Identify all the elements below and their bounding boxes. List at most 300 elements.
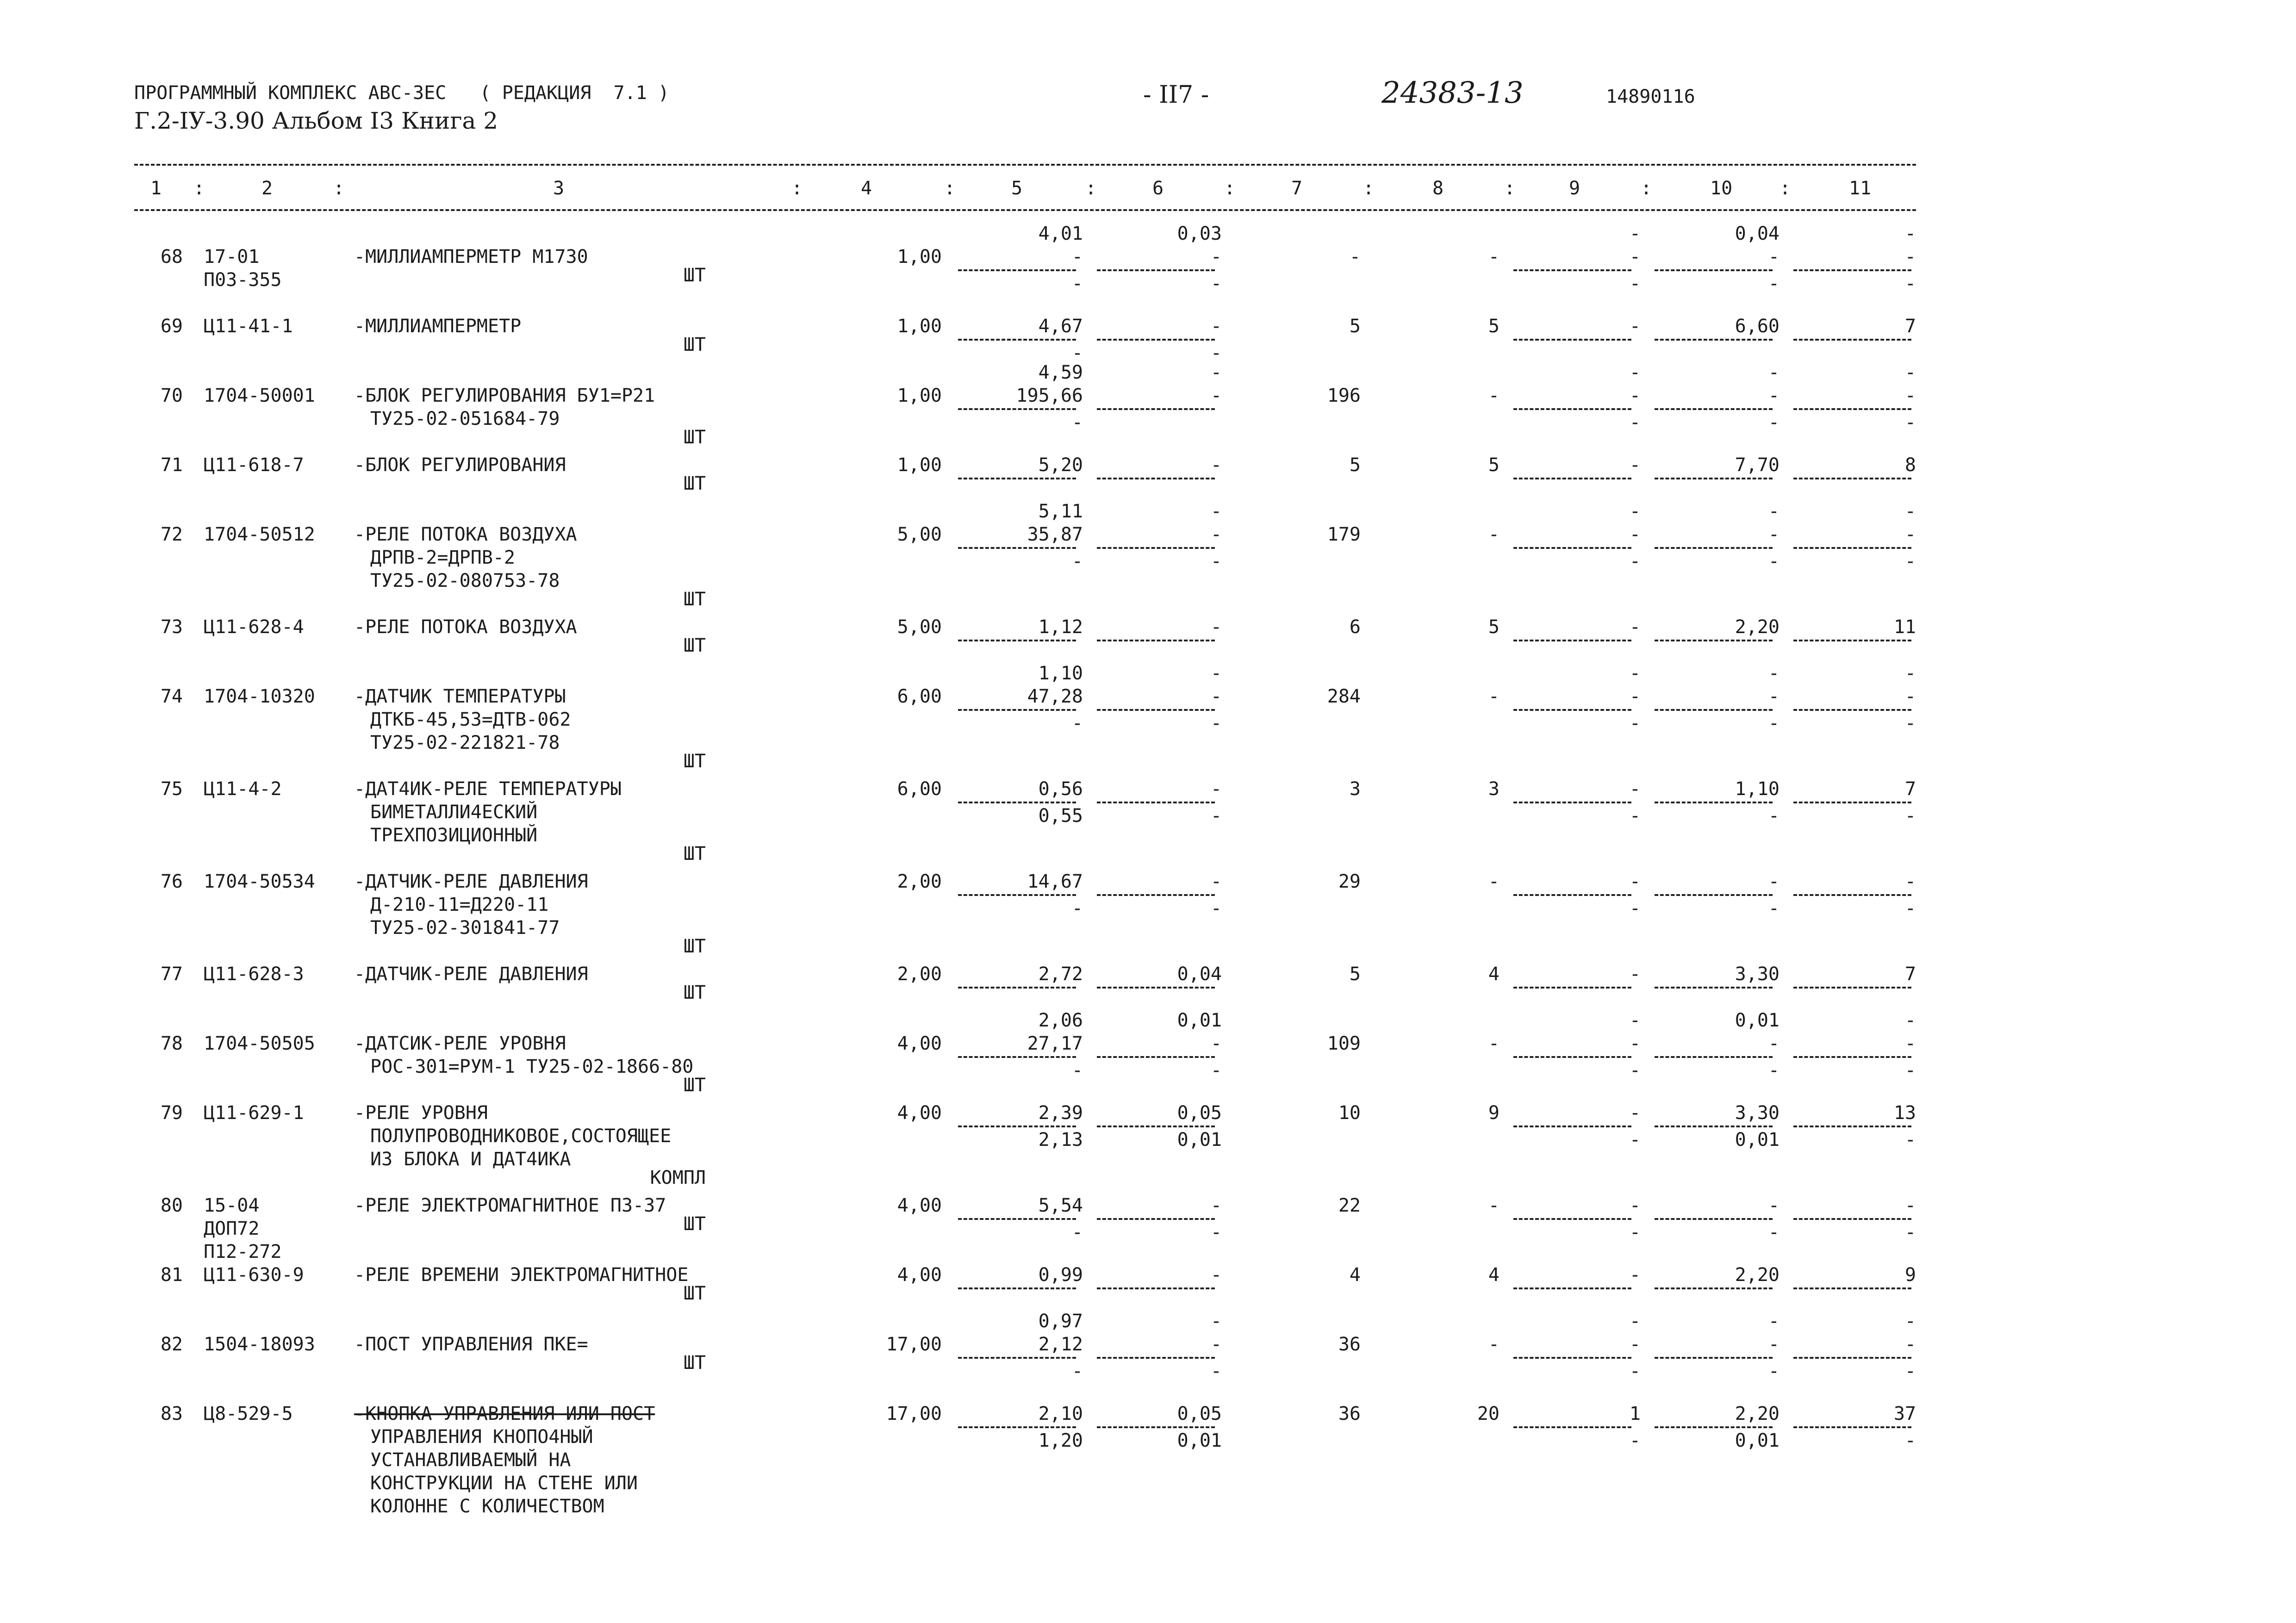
- cell-rule: [958, 1056, 1076, 1058]
- cell-upper: -: [1768, 362, 1780, 383]
- cell-rule: [1655, 1126, 1773, 1127]
- cell-lower: -: [1904, 1060, 1916, 1081]
- row-number: 83: [160, 1403, 183, 1424]
- row-quantity: 6,00: [897, 686, 942, 707]
- cell-upper: -: [1629, 1010, 1641, 1031]
- row-col7: 284: [1327, 686, 1361, 707]
- row-name: -РЕЛЕ ВРЕМЕНИ ЭЛЕКТРОМАГНИТНОЕ: [354, 1264, 689, 1286]
- cell-upper: 0,01: [1735, 1010, 1780, 1031]
- cell-main: -: [1629, 524, 1641, 545]
- cell-upper: 2,06: [1038, 1010, 1083, 1031]
- cell-rule: [1097, 1056, 1215, 1058]
- row-code: Ц11-630-9: [204, 1264, 304, 1286]
- row-col7: 109: [1327, 1033, 1361, 1054]
- row-code: 1704-10320: [204, 686, 315, 707]
- row-name: ДРПВ-2=ДРПВ-2: [370, 547, 516, 568]
- cell-rule: [1097, 478, 1215, 479]
- cell-main: -: [1210, 316, 1222, 337]
- cell-rule: [1655, 1287, 1773, 1289]
- cell-lower: -: [1071, 412, 1083, 433]
- cell-main: -: [1768, 385, 1780, 406]
- row-name: ТУ25-02-301841-77: [370, 917, 560, 939]
- cell-rule: [1793, 1287, 1911, 1289]
- cell-main: -: [1768, 1334, 1780, 1355]
- cell-main: -: [1629, 454, 1641, 476]
- cell-main: 13: [1893, 1102, 1916, 1124]
- cell-main: 1: [1629, 1403, 1641, 1424]
- row-col7: 36: [1338, 1403, 1361, 1424]
- cell-rule: [958, 987, 1076, 989]
- cell-main: 0,99: [1038, 1264, 1083, 1286]
- cell-main: -: [1629, 616, 1641, 638]
- cell-lower: -: [1210, 1060, 1222, 1081]
- row-number: 79: [160, 1102, 183, 1124]
- cell-main: -: [1629, 686, 1641, 707]
- cell-rule: [958, 547, 1076, 549]
- row-code: 17-01: [204, 246, 260, 267]
- cell-main: 27,17: [1027, 1033, 1083, 1054]
- col-sep: :: [1085, 178, 1097, 199]
- row-name: -ПОСТ УПРАВЛЕНИЯ ПКЕ=: [354, 1334, 588, 1355]
- cell-main: 6,60: [1735, 316, 1780, 337]
- cell-rule: [1793, 987, 1911, 989]
- col-sep: :: [333, 178, 345, 199]
- cell-upper: -: [1904, 1311, 1916, 1332]
- cell-lower: -: [1071, 273, 1083, 294]
- cell-rule: [1793, 1056, 1911, 1058]
- cell-rule: [1793, 709, 1911, 711]
- cell-lower: -: [1071, 713, 1083, 734]
- cell-rule: [1513, 1218, 1631, 1220]
- cell-main: -: [1904, 1033, 1916, 1054]
- row-col7: 196: [1327, 385, 1361, 406]
- cell-main: -: [1904, 871, 1916, 892]
- cell-lower: -: [1629, 713, 1641, 734]
- cell-rule: [958, 1126, 1076, 1127]
- cell-rule: [1655, 987, 1773, 989]
- row-quantity: 1,00: [897, 385, 942, 406]
- row-unit: ШТ: [683, 843, 706, 864]
- cell-rule: [1097, 1218, 1215, 1220]
- row-number: 72: [160, 524, 183, 545]
- cell-lower: -: [1768, 273, 1780, 294]
- cell-main: 2,12: [1038, 1334, 1083, 1355]
- row-unit: ШТ: [683, 265, 706, 286]
- cell-lower: -: [1629, 898, 1641, 919]
- cell-upper: 0,97: [1038, 1311, 1083, 1332]
- cell-main: -: [1210, 1195, 1222, 1216]
- cell-main: -: [1629, 316, 1641, 337]
- row-unit: ШТ: [683, 1283, 706, 1304]
- row-name: -РЕЛЕ ПОТОКА ВОЗДУХА: [354, 524, 577, 545]
- cell-rule: [1513, 1426, 1631, 1428]
- cell-main: 14,67: [1027, 871, 1083, 892]
- cell-lower: -: [1629, 1060, 1641, 1081]
- cell-lower: -: [1629, 412, 1641, 433]
- cell-main: -: [1210, 454, 1222, 476]
- row-quantity: 4,00: [897, 1033, 942, 1054]
- row-col7: 5: [1349, 454, 1361, 476]
- cell-rule: [1513, 339, 1631, 341]
- row-quantity: 5,00: [897, 524, 942, 545]
- cell-upper: -: [1904, 663, 1916, 684]
- row-name: -РЕЛЕ ПОТОКА ВОЗДУХА: [354, 616, 577, 638]
- cell-upper: -: [1629, 362, 1641, 383]
- cell-upper: 4,59: [1038, 362, 1083, 383]
- cell-rule: [1655, 269, 1773, 271]
- cell-main: 7: [1904, 778, 1916, 800]
- row-name: -КНОПКА УПРАВЛЕНИЯ ИЛИ ПОСТ: [354, 1403, 655, 1424]
- col-sep: :: [1780, 178, 1791, 199]
- cell-rule: [1513, 1056, 1631, 1058]
- col-11: 11: [1849, 178, 1872, 199]
- row-name: -МИЛЛИАМПЕРМЕТР М1730: [354, 246, 588, 267]
- row-number: 71: [160, 454, 183, 476]
- row-code: Ц11-618-7: [204, 454, 304, 476]
- cell-rule: [1513, 269, 1631, 271]
- cell-main: 2,72: [1038, 964, 1083, 985]
- col-10: 10: [1710, 178, 1733, 199]
- row-number: 70: [160, 385, 183, 406]
- row-name: ТУ25-02-051684-79: [370, 408, 560, 429]
- cell-upper: -: [1629, 223, 1641, 244]
- cell-upper: 0,04: [1735, 223, 1780, 244]
- row-number: 76: [160, 871, 183, 892]
- cell-upper: -: [1904, 1010, 1916, 1031]
- cell-lower: -: [1629, 1361, 1641, 1382]
- cell-lower: -: [1629, 1222, 1641, 1243]
- cell-main: 35,87: [1027, 524, 1083, 545]
- row-number: 73: [160, 616, 183, 638]
- row-col7: 3: [1349, 778, 1361, 800]
- cell-main: 2,20: [1735, 1403, 1780, 1424]
- cell-main: -: [1904, 1334, 1916, 1355]
- cell-lower: -: [1210, 1361, 1222, 1382]
- cell-rule: [1655, 1426, 1773, 1428]
- cell-rule: [1097, 339, 1215, 341]
- cell-rule: [1097, 987, 1215, 989]
- row-quantity: 1,00: [897, 246, 942, 267]
- cell-lower: -: [1768, 805, 1780, 827]
- cell-upper: 4,01: [1038, 223, 1083, 244]
- cell-main: 5,54: [1038, 1195, 1083, 1216]
- document-series: Г.2-IУ-3.90 Альбом I3 Книга 2: [134, 107, 498, 134]
- row-code: П12-272: [204, 1241, 282, 1262]
- cell-upper: -: [1904, 223, 1916, 244]
- cell-main: 4,67: [1038, 316, 1083, 337]
- cell-lower: -: [1629, 551, 1641, 572]
- cell-main: 0,05: [1177, 1403, 1222, 1424]
- cell-main: 3,30: [1735, 964, 1780, 985]
- cell-main: -: [1210, 1264, 1222, 1286]
- row-quantity: 5,00: [897, 616, 942, 638]
- row-number: 78: [160, 1033, 183, 1054]
- row-name: ДТКБ-45,53=ДТВ-062: [370, 709, 571, 730]
- row-code: 1704-50512: [204, 524, 315, 545]
- cell-lower: -: [1904, 412, 1916, 433]
- row-code: Ц11-4-2: [204, 778, 282, 800]
- row-col8: -: [1488, 524, 1500, 545]
- cell-lower: 2,13: [1038, 1129, 1083, 1150]
- row-quantity: 1,00: [897, 316, 942, 337]
- col-2: 2: [261, 178, 273, 199]
- row-col8: 9: [1488, 1102, 1500, 1124]
- cell-main: -: [1629, 1264, 1641, 1286]
- cell-main: -: [1071, 246, 1083, 267]
- cell-main: 2,20: [1735, 1264, 1780, 1286]
- row-code: ДОП72: [204, 1218, 260, 1239]
- cell-main: 1,12: [1038, 616, 1083, 638]
- cell-lower: -: [1904, 1129, 1916, 1150]
- cell-rule: [1513, 1126, 1631, 1127]
- cell-rule: [958, 339, 1076, 341]
- row-col8: 4: [1488, 1264, 1500, 1286]
- row-quantity: 17,00: [886, 1403, 942, 1424]
- cell-main: -: [1768, 686, 1780, 707]
- cell-rule: [1097, 547, 1215, 549]
- row-col8: 20: [1477, 1403, 1500, 1424]
- cell-rule: [1655, 640, 1773, 641]
- cell-rule: [1655, 1218, 1773, 1220]
- row-col8: 5: [1488, 616, 1500, 638]
- cell-lower: -: [1904, 1430, 1916, 1451]
- row-col7: 4: [1349, 1264, 1361, 1286]
- cell-main: 0,05: [1177, 1102, 1222, 1124]
- row-unit: ШТ: [683, 1213, 706, 1235]
- cell-rule: [958, 269, 1076, 271]
- cell-rule: [1097, 1426, 1215, 1428]
- cell-rule: [1793, 408, 1911, 410]
- cell-lower: -: [1071, 898, 1083, 919]
- row-number: 69: [160, 316, 183, 337]
- cell-main: -: [1210, 616, 1222, 638]
- cell-lower: -: [1210, 273, 1222, 294]
- cell-lower: 0,01: [1735, 1129, 1780, 1150]
- col-sep: :: [944, 178, 956, 199]
- cell-rule: [1793, 640, 1911, 641]
- row-name: БИМЕТАЛЛИ4ЕСКИЙ: [370, 802, 538, 823]
- row-number: 77: [160, 964, 183, 985]
- cell-lower: -: [1629, 805, 1641, 827]
- cell-upper: -: [1904, 501, 1916, 522]
- row-name: ПОЛУПРОВОДНИКОВОЕ,СОСТОЯЩЕЕ: [370, 1126, 672, 1147]
- cell-rule: [958, 478, 1076, 479]
- cell-lower: -: [1904, 1222, 1916, 1243]
- cell-rule: [1097, 709, 1215, 711]
- row-code: Ц11-628-3: [204, 964, 304, 985]
- cell-lower: -: [1904, 805, 1916, 827]
- row-name: УСТАНАВЛИВАЕМЫЙ НА: [370, 1449, 571, 1471]
- row-col8: -: [1488, 686, 1500, 707]
- cell-main: 2,39: [1038, 1102, 1083, 1124]
- row-code: Ц11-629-1: [204, 1102, 304, 1124]
- cell-main: -: [1210, 871, 1222, 892]
- cell-upper: -: [1768, 1311, 1780, 1332]
- cell-rule: [958, 408, 1076, 410]
- cell-lower: -: [1210, 805, 1222, 827]
- cell-lower: -: [1629, 273, 1641, 294]
- cell-upper: -: [1210, 362, 1222, 383]
- row-number: 81: [160, 1264, 183, 1286]
- cell-lower: -: [1071, 1222, 1083, 1243]
- cell-rule: [958, 709, 1076, 711]
- row-col8: 3: [1488, 778, 1500, 800]
- cell-upper: -: [1768, 501, 1780, 522]
- row-code: Ц8-529-5: [204, 1403, 293, 1424]
- cell-rule: [958, 1218, 1076, 1220]
- cell-main: -: [1210, 524, 1222, 545]
- row-number: 82: [160, 1334, 183, 1355]
- cell-rule: [1097, 269, 1215, 271]
- row-col7: 5: [1349, 316, 1361, 337]
- cell-main: 2,10: [1038, 1403, 1083, 1424]
- cell-main: -: [1629, 1334, 1641, 1355]
- col-sep: :: [1641, 178, 1652, 199]
- row-unit: ШТ: [683, 589, 706, 610]
- cell-main: 8: [1904, 454, 1916, 476]
- row-col8: -: [1488, 385, 1500, 406]
- row-col7: 36: [1338, 1334, 1361, 1355]
- cell-upper: 1,10: [1038, 663, 1083, 684]
- row-col8: -: [1488, 1195, 1500, 1216]
- row-code: 1704-50001: [204, 385, 315, 406]
- cell-rule: [1655, 478, 1773, 479]
- cell-main: -: [1904, 1195, 1916, 1216]
- cell-lower: 0,01: [1177, 1430, 1222, 1451]
- row-unit: ШТ: [683, 1075, 706, 1096]
- cell-rule: [958, 640, 1076, 641]
- cell-main: -: [1629, 964, 1641, 985]
- row-number: 75: [160, 778, 183, 800]
- page-number: - II7 -: [1143, 81, 1209, 109]
- cell-main: -: [1768, 1195, 1780, 1216]
- cell-rule: [958, 894, 1076, 896]
- row-col8: 5: [1488, 316, 1500, 337]
- row-quantity: 2,00: [897, 871, 942, 892]
- cell-main: -: [1768, 871, 1780, 892]
- row-col8: -: [1488, 1033, 1500, 1054]
- cell-main: -: [1629, 246, 1641, 267]
- row-number: 74: [160, 686, 183, 707]
- row-col7: 22: [1338, 1195, 1361, 1216]
- row-name: -БЛОК РЕГУЛИРОВАНИЯ БУ1=Р21: [354, 385, 655, 406]
- cell-rule: [1097, 640, 1215, 641]
- cell-rule: [1513, 1357, 1631, 1359]
- cell-upper: -: [1904, 362, 1916, 383]
- cell-upper: -: [1629, 501, 1641, 522]
- row-code: 15-04: [204, 1195, 260, 1216]
- cell-rule: [1793, 1218, 1911, 1220]
- cell-lower: -: [1768, 1222, 1780, 1243]
- cell-lower: 0,01: [1177, 1129, 1222, 1150]
- col-8: 8: [1432, 178, 1444, 199]
- row-col8: 5: [1488, 454, 1500, 476]
- col-4: 4: [861, 178, 872, 199]
- cell-upper: -: [1210, 501, 1222, 522]
- cell-main: 47,28: [1027, 686, 1083, 707]
- cell-upper: 0,03: [1177, 223, 1222, 244]
- row-unit: ШТ: [683, 473, 706, 494]
- cell-main: 2,20: [1735, 616, 1780, 638]
- row-name: -БЛОК РЕГУЛИРОВАНИЯ: [354, 454, 566, 476]
- row-unit: ШТ: [683, 334, 706, 355]
- row-name: РОС-301=РУМ-1 ТУ25-02-1866-80: [370, 1056, 694, 1077]
- cell-main: -: [1629, 1102, 1641, 1124]
- row-col7: 10: [1338, 1102, 1361, 1124]
- row-name: -ДАТ4ИК-РЕЛЕ ТЕМПЕРАТУРЫ: [354, 778, 622, 800]
- cell-upper: -: [1629, 663, 1641, 684]
- row-unit: КОМПЛ: [650, 1167, 706, 1188]
- cell-main: 3,30: [1735, 1102, 1780, 1124]
- cell-rule: [1793, 802, 1911, 803]
- cell-rule: [1513, 709, 1631, 711]
- row-col7: 6: [1349, 616, 1361, 638]
- cell-lower: 0,55: [1038, 805, 1083, 827]
- column-header-row: [0, 178, 2296, 200]
- cell-main: -: [1629, 871, 1641, 892]
- row-quantity: 6,00: [897, 778, 942, 800]
- cell-main: -: [1210, 686, 1222, 707]
- row-quantity: 1,00: [897, 454, 942, 476]
- cell-rule: [1513, 1287, 1631, 1289]
- cell-rule: [1655, 802, 1773, 803]
- cell-rule: [1793, 339, 1911, 341]
- cell-upper: 5,11: [1038, 501, 1083, 522]
- cell-lower: -: [1071, 551, 1083, 572]
- row-name: -ДАТЧИК ТЕМПЕРАТУРЫ: [354, 686, 566, 707]
- cell-lower: -: [1904, 898, 1916, 919]
- row-unit: ШТ: [683, 936, 706, 957]
- row-unit: ШТ: [683, 635, 706, 656]
- cell-lower: -: [1904, 273, 1916, 294]
- cell-main: -: [1768, 246, 1780, 267]
- cell-lower: -: [1071, 1361, 1083, 1382]
- cell-lower: 1,20: [1038, 1430, 1083, 1451]
- row-col8: -: [1488, 246, 1500, 267]
- cell-lower: -: [1768, 551, 1780, 572]
- row-col8: -: [1488, 871, 1500, 892]
- row-name: -ДАТЧИК-РЕЛЕ ДАВЛЕНИЯ: [354, 964, 588, 985]
- row-name: ТУ25-02-221821-78: [370, 732, 560, 753]
- cell-lower: -: [1071, 342, 1083, 364]
- cell-main: 37: [1893, 1403, 1916, 1424]
- row-unit: ШТ: [683, 427, 706, 448]
- row-quantity: 4,00: [897, 1195, 942, 1216]
- cell-main: 1,10: [1735, 778, 1780, 800]
- cell-lower: -: [1210, 1222, 1222, 1243]
- cell-main: 11: [1893, 616, 1916, 638]
- row-name: ТУ25-02-080753-78: [370, 570, 560, 591]
- row-name: -РЕЛЕ ЭЛЕКТРОМАГНИТНОЕ П3-37: [354, 1195, 666, 1216]
- cell-rule: [1097, 1357, 1215, 1359]
- cell-rule: [1655, 709, 1773, 711]
- cell-rule: [958, 1357, 1076, 1359]
- col-sep: :: [1224, 178, 1236, 199]
- cell-rule: [1655, 408, 1773, 410]
- row-code: 1704-50505: [204, 1033, 315, 1054]
- cell-upper: -: [1210, 663, 1222, 684]
- cell-main: -: [1768, 1033, 1780, 1054]
- col-sep: :: [1363, 178, 1375, 199]
- cell-upper: -: [1629, 1311, 1641, 1332]
- row-name: КОЛОННЕ С КОЛИЧЕСТВОМ: [370, 1496, 604, 1517]
- row-unit: ШТ: [683, 1352, 706, 1374]
- cell-main: -: [1210, 1033, 1222, 1054]
- cell-rule: [1513, 640, 1631, 641]
- cell-main: 7: [1904, 964, 1916, 985]
- cell-main: 5,20: [1038, 454, 1083, 476]
- header-rule-top: [134, 164, 1916, 166]
